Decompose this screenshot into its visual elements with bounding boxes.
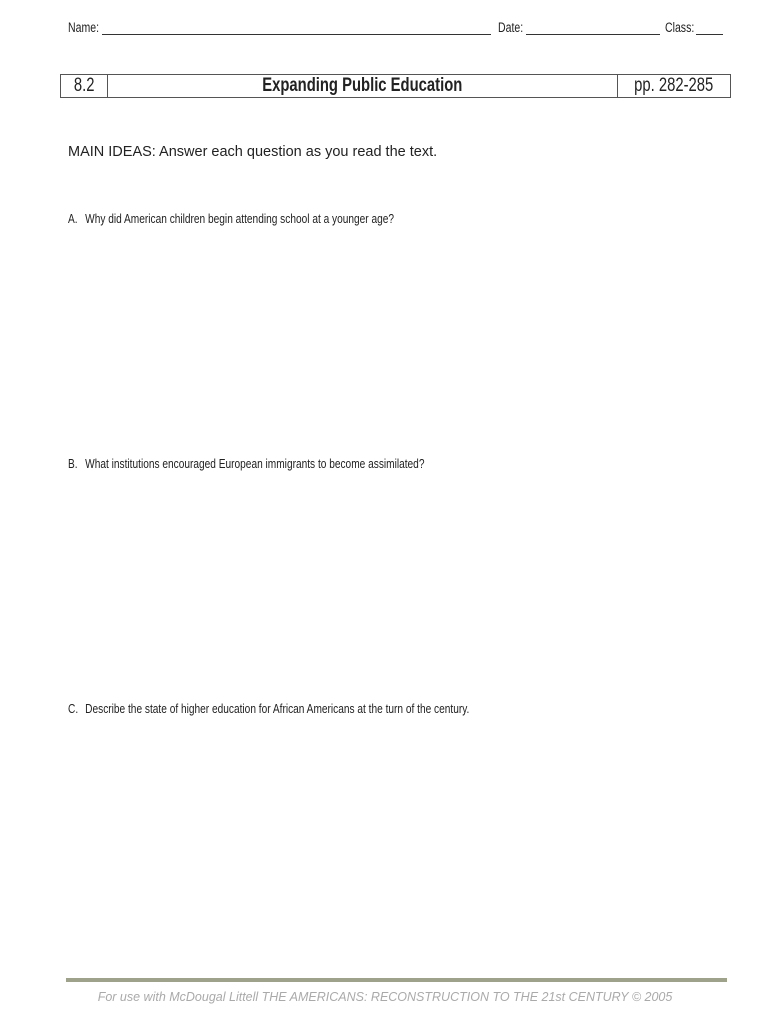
class-field[interactable] bbox=[696, 34, 723, 35]
section-number: 8.2 bbox=[61, 75, 108, 97]
footer-credit: For use with McDougal Littell THE AMERICANS: RECONSTRUCTION TO THE 21st CENTURY © 2005 bbox=[97, 990, 673, 1004]
question-text: Why did American children begin attending school at a younger age? bbox=[85, 211, 395, 226]
instructions: MAIN IDEAS: Answer each question as you read the text. bbox=[68, 144, 438, 160]
question-a bbox=[68, 211, 486, 226]
page-range: pp. 282-285 bbox=[634, 75, 714, 96]
section-title-bar bbox=[60, 74, 731, 98]
question-letter: B. bbox=[68, 456, 78, 471]
question-text: Describe the state of higher education for African Americans at the turn of the century. bbox=[85, 701, 470, 716]
question-b bbox=[68, 456, 525, 471]
question-c bbox=[68, 701, 583, 716]
name-label: Name: bbox=[68, 20, 100, 35]
footer-rule bbox=[66, 978, 727, 982]
question-text: What institutions encouraged European immigrants to become assimilated? bbox=[85, 456, 425, 471]
name-field[interactable] bbox=[102, 34, 491, 35]
date-field[interactable] bbox=[526, 34, 660, 35]
question-letter: C. bbox=[68, 701, 79, 716]
section-title: Expanding Public Education bbox=[108, 75, 618, 97]
class-label: Class: bbox=[665, 20, 695, 35]
date-label: Date: bbox=[498, 20, 524, 35]
question-letter: A. bbox=[68, 211, 78, 226]
student-info-row bbox=[68, 18, 724, 40]
